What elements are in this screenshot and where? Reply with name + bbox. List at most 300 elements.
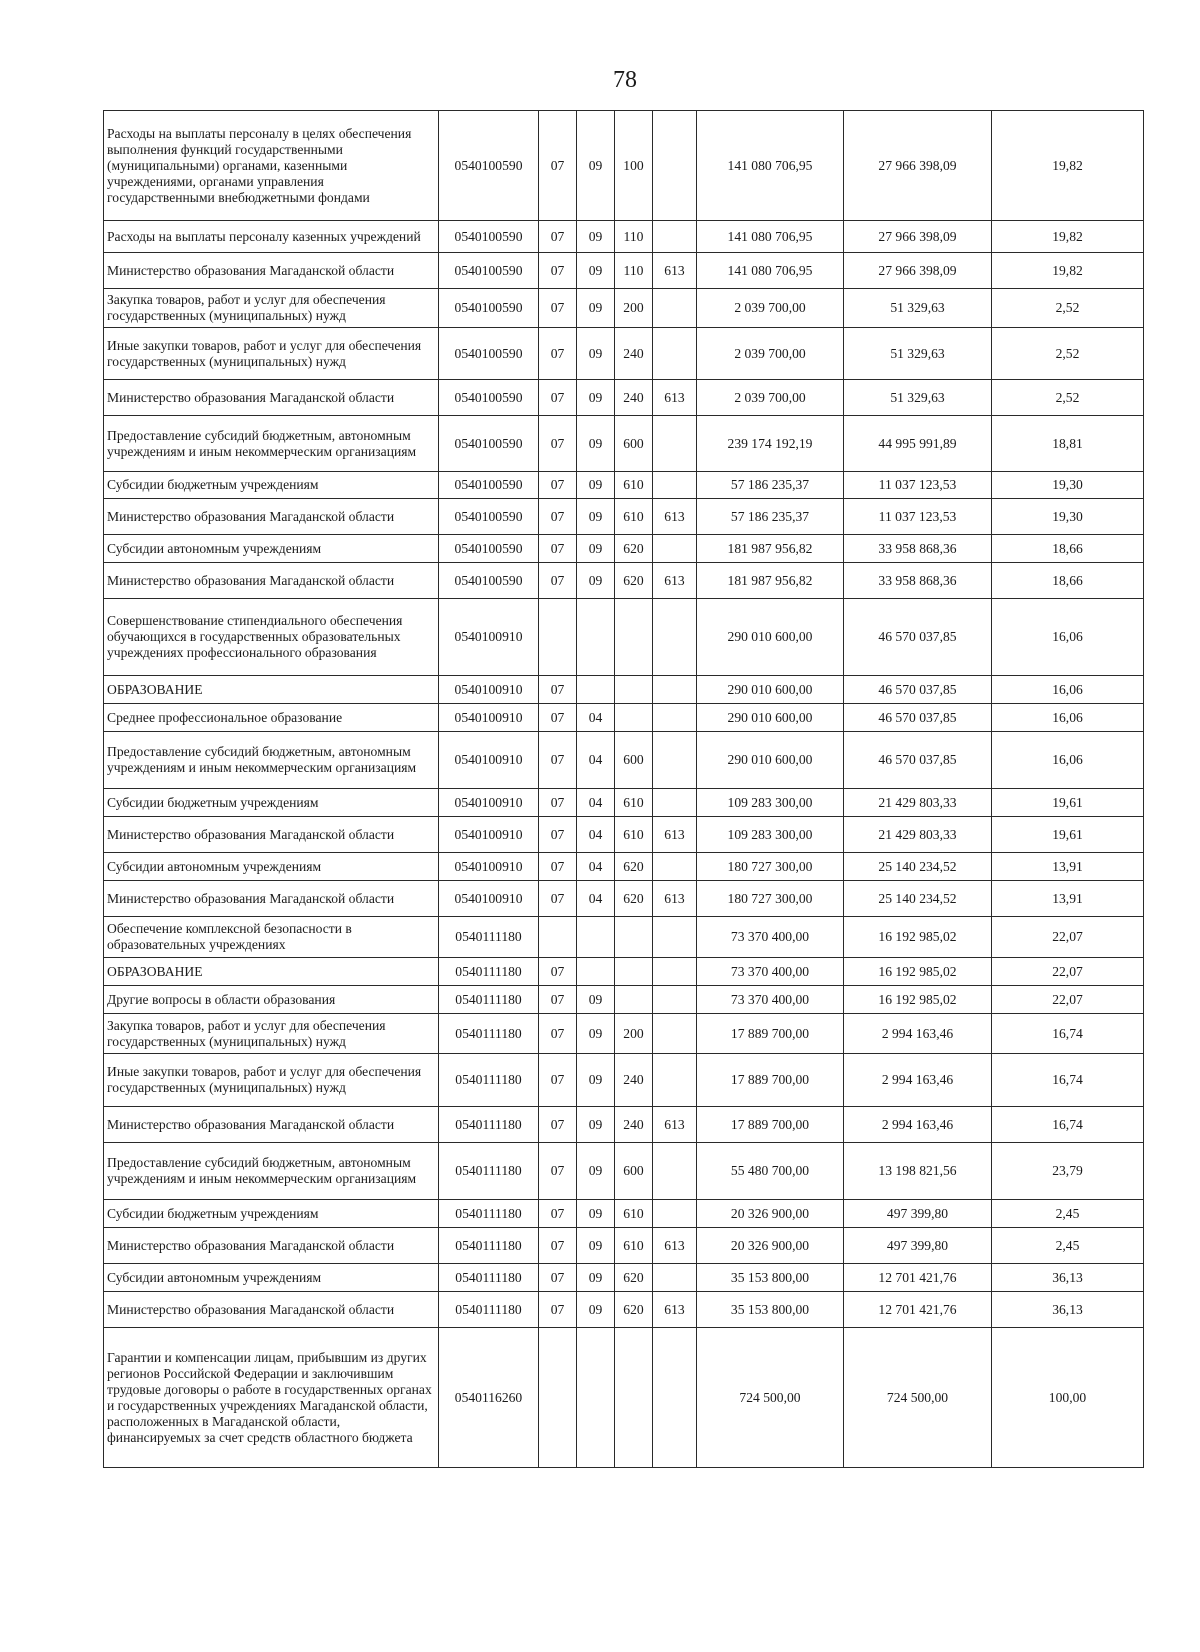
administrator-code: [653, 111, 697, 221]
execution-percent: 19,61: [992, 817, 1144, 853]
execution-percent: 19,30: [992, 472, 1144, 499]
target-article-code: 0540100590: [439, 416, 539, 472]
administrator-code: [653, 986, 697, 1014]
row-name: Министерство образования Магаданской области: [104, 817, 439, 853]
row-name: Министерство образования Магаданской области: [104, 253, 439, 289]
section-code: 07: [539, 1014, 577, 1054]
section-code: 07: [539, 111, 577, 221]
target-article-code: 0540100910: [439, 599, 539, 676]
section-code: 07: [539, 221, 577, 253]
planned-amount: 180 727 300,00: [697, 881, 844, 917]
table-row: [104, 789, 1144, 817]
section-code: [539, 1328, 577, 1468]
target-article-code: 0540100590: [439, 472, 539, 499]
planned-amount: 724 500,00: [697, 1328, 844, 1468]
subsection-code: 09: [577, 1143, 615, 1200]
row-name: Министерство образования Магаданской области: [104, 380, 439, 416]
actual-amount: 13 198 821,56: [844, 1143, 992, 1200]
row-name: Иные закупки товаров, работ и услуг для обеспечения государственных (муниципальных) нужд: [104, 1054, 439, 1107]
administrator-code: 613: [653, 253, 697, 289]
actual-amount: 25 140 234,52: [844, 853, 992, 881]
administrator-code: [653, 1200, 697, 1228]
target-article-code: 0540111180: [439, 1107, 539, 1143]
planned-amount: 73 370 400,00: [697, 958, 844, 986]
section-code: 07: [539, 416, 577, 472]
expense-type-code: 610: [615, 789, 653, 817]
administrator-code: [653, 704, 697, 732]
actual-amount: 44 995 991,89: [844, 416, 992, 472]
actual-amount: 21 429 803,33: [844, 789, 992, 817]
expense-type-code: [615, 1328, 653, 1468]
expense-type-code: 100: [615, 111, 653, 221]
actual-amount: 2 994 163,46: [844, 1054, 992, 1107]
subsection-code: 09: [577, 472, 615, 499]
table-row: [104, 817, 1144, 853]
subsection-code: 09: [577, 1292, 615, 1328]
row-name: Субсидии автономным учреждениям: [104, 535, 439, 563]
row-name: Обеспечение комплексной безопасности в образовательных учреждениях: [104, 917, 439, 958]
planned-amount: 57 186 235,37: [697, 499, 844, 535]
execution-percent: 19,61: [992, 789, 1144, 817]
administrator-code: [653, 1143, 697, 1200]
expense-type-code: 110: [615, 221, 653, 253]
row-name: Субсидии бюджетным учреждениям: [104, 472, 439, 499]
table-row: [104, 328, 1144, 380]
administrator-code: [653, 599, 697, 676]
actual-amount: 16 192 985,02: [844, 958, 992, 986]
row-name: Министерство образования Магаданской области: [104, 1228, 439, 1264]
actual-amount: 497 399,80: [844, 1200, 992, 1228]
table-row: [104, 1228, 1144, 1264]
section-code: 07: [539, 881, 577, 917]
section-code: 07: [539, 986, 577, 1014]
subsection-code: 09: [577, 1054, 615, 1107]
actual-amount: 16 192 985,02: [844, 917, 992, 958]
actual-amount: 46 570 037,85: [844, 676, 992, 704]
expense-type-code: [615, 986, 653, 1014]
administrator-code: [653, 472, 697, 499]
expense-type-code: [615, 917, 653, 958]
execution-percent: 22,07: [992, 917, 1144, 958]
section-code: 07: [539, 704, 577, 732]
table-row: [104, 416, 1144, 472]
execution-percent: 16,06: [992, 599, 1144, 676]
table-row: [104, 535, 1144, 563]
section-code: 07: [539, 380, 577, 416]
target-article-code: 0540100590: [439, 499, 539, 535]
table-row: [104, 111, 1144, 221]
administrator-code: [653, 676, 697, 704]
section-code: 07: [539, 676, 577, 704]
section-code: 07: [539, 1143, 577, 1200]
section-code: [539, 599, 577, 676]
execution-percent: 2,52: [992, 380, 1144, 416]
execution-percent: 19,82: [992, 221, 1144, 253]
row-name: Иные закупки товаров, работ и услуг для обеспечения государственных (муниципальных) нужд: [104, 328, 439, 380]
subsection-code: 09: [577, 289, 615, 328]
planned-amount: 55 480 700,00: [697, 1143, 844, 1200]
expense-type-code: 620: [615, 881, 653, 917]
target-article-code: 0540100590: [439, 328, 539, 380]
planned-amount: 290 010 600,00: [697, 732, 844, 789]
expense-type-code: 600: [615, 732, 653, 789]
planned-amount: 290 010 600,00: [697, 704, 844, 732]
row-name: Министерство образования Магаданской области: [104, 563, 439, 599]
section-code: 07: [539, 1054, 577, 1107]
actual-amount: 2 994 163,46: [844, 1107, 992, 1143]
section-code: 07: [539, 499, 577, 535]
subsection-code: [577, 676, 615, 704]
section-code: 07: [539, 328, 577, 380]
table-row: [104, 704, 1144, 732]
subsection-code: 09: [577, 111, 615, 221]
target-article-code: 0540100590: [439, 380, 539, 416]
administrator-code: [653, 732, 697, 789]
subsection-code: 04: [577, 817, 615, 853]
section-code: 07: [539, 958, 577, 986]
section-code: 07: [539, 789, 577, 817]
execution-percent: 19,30: [992, 499, 1144, 535]
table-row: [104, 1107, 1144, 1143]
table-row: [104, 289, 1144, 328]
subsection-code: [577, 958, 615, 986]
administrator-code: [653, 1328, 697, 1468]
actual-amount: 11 037 123,53: [844, 472, 992, 499]
target-article-code: 0540111180: [439, 986, 539, 1014]
expense-type-code: 610: [615, 472, 653, 499]
expense-type-code: 610: [615, 499, 653, 535]
actual-amount: 46 570 037,85: [844, 732, 992, 789]
row-name: Министерство образования Магаданской области: [104, 1292, 439, 1328]
administrator-code: [653, 789, 697, 817]
section-code: 07: [539, 535, 577, 563]
planned-amount: 181 987 956,82: [697, 535, 844, 563]
expense-type-code: [615, 958, 653, 986]
actual-amount: 27 966 398,09: [844, 221, 992, 253]
expense-type-code: 600: [615, 416, 653, 472]
row-name: Предоставление субсидий бюджетным, автономным учреждениям и иным некоммерческим организациям: [104, 416, 439, 472]
target-article-code: 0540100910: [439, 881, 539, 917]
table-row: [104, 499, 1144, 535]
expense-type-code: 240: [615, 1054, 653, 1107]
planned-amount: 2 039 700,00: [697, 289, 844, 328]
administrator-code: [653, 1264, 697, 1292]
subsection-code: 09: [577, 1200, 615, 1228]
expense-type-code: 240: [615, 380, 653, 416]
execution-percent: 2,45: [992, 1228, 1144, 1264]
execution-percent: 16,74: [992, 1107, 1144, 1143]
row-name: Министерство образования Магаданской области: [104, 1107, 439, 1143]
subsection-code: 04: [577, 881, 615, 917]
administrator-code: 613: [653, 1228, 697, 1264]
table-row: [104, 917, 1144, 958]
target-article-code: 0540111180: [439, 1264, 539, 1292]
table-row: [104, 221, 1144, 253]
administrator-code: [653, 958, 697, 986]
target-article-code: 0540111180: [439, 1143, 539, 1200]
row-name: Совершенствование стипендиального обеспечения обучающихся в государственных образовательных учреждениях профессионального образования: [104, 599, 439, 676]
target-article-code: 0540111180: [439, 1014, 539, 1054]
expense-type-code: 240: [615, 1107, 653, 1143]
execution-percent: 36,13: [992, 1264, 1144, 1292]
row-name: Закупка товаров, работ и услуг для обеспечения государственных (муниципальных) нужд: [104, 1014, 439, 1054]
expense-type-code: 620: [615, 1292, 653, 1328]
administrator-code: 613: [653, 881, 697, 917]
table-row: [104, 986, 1144, 1014]
execution-percent: 100,00: [992, 1328, 1144, 1468]
table-row: [104, 253, 1144, 289]
target-article-code: 0540116260: [439, 1328, 539, 1468]
section-code: 07: [539, 1107, 577, 1143]
subsection-code: 09: [577, 221, 615, 253]
administrator-code: [653, 289, 697, 328]
planned-amount: 2 039 700,00: [697, 328, 844, 380]
subsection-code: 09: [577, 535, 615, 563]
row-name: Субсидии автономным учреждениям: [104, 1264, 439, 1292]
section-code: 07: [539, 1228, 577, 1264]
execution-percent: 16,74: [992, 1054, 1144, 1107]
table-row: [104, 732, 1144, 789]
execution-percent: 13,91: [992, 881, 1144, 917]
target-article-code: 0540100590: [439, 563, 539, 599]
administrator-code: 613: [653, 499, 697, 535]
target-article-code: 0540100910: [439, 704, 539, 732]
expense-type-code: 620: [615, 535, 653, 563]
target-article-code: 0540100910: [439, 817, 539, 853]
table-row: [104, 853, 1144, 881]
row-name: ОБРАЗОВАНИЕ: [104, 676, 439, 704]
subsection-code: 09: [577, 563, 615, 599]
expense-type-code: [615, 704, 653, 732]
table-row: [104, 881, 1144, 917]
table-row: [104, 1054, 1144, 1107]
subsection-code: [577, 599, 615, 676]
target-article-code: 0540100910: [439, 732, 539, 789]
section-code: 07: [539, 1264, 577, 1292]
administrator-code: [653, 1014, 697, 1054]
execution-percent: 22,07: [992, 958, 1144, 986]
execution-percent: 19,82: [992, 111, 1144, 221]
table-row: [104, 599, 1144, 676]
section-code: 07: [539, 563, 577, 599]
target-article-code: 0540100910: [439, 853, 539, 881]
expense-type-code: 620: [615, 1264, 653, 1292]
target-article-code: 0540111180: [439, 1228, 539, 1264]
row-name: ОБРАЗОВАНИЕ: [104, 958, 439, 986]
actual-amount: 12 701 421,76: [844, 1264, 992, 1292]
expense-type-code: 610: [615, 817, 653, 853]
planned-amount: 141 080 706,95: [697, 253, 844, 289]
target-article-code: 0540100910: [439, 676, 539, 704]
administrator-code: [653, 328, 697, 380]
administrator-code: [653, 221, 697, 253]
table-row: [104, 676, 1144, 704]
row-name: Расходы на выплаты персоналу в целях обеспечения выполнения функций государственными (муниципальными) органами, казенными учреждениями, органами управления государственными внебюджетными фондами: [104, 111, 439, 221]
planned-amount: 57 186 235,37: [697, 472, 844, 499]
row-name: Министерство образования Магаданской области: [104, 499, 439, 535]
subsection-code: 09: [577, 380, 615, 416]
execution-percent: 16,74: [992, 1014, 1144, 1054]
target-article-code: 0540100590: [439, 111, 539, 221]
expense-type-code: 200: [615, 1014, 653, 1054]
planned-amount: 35 153 800,00: [697, 1292, 844, 1328]
actual-amount: 46 570 037,85: [844, 599, 992, 676]
planned-amount: 290 010 600,00: [697, 676, 844, 704]
subsection-code: [577, 1328, 615, 1468]
actual-amount: 16 192 985,02: [844, 986, 992, 1014]
row-name: Закупка товаров, работ и услуг для обеспечения государственных (муниципальных) нужд: [104, 289, 439, 328]
administrator-code: 613: [653, 1107, 697, 1143]
table-row: [104, 958, 1144, 986]
section-code: 07: [539, 817, 577, 853]
subsection-code: 09: [577, 499, 615, 535]
execution-percent: 18,81: [992, 416, 1144, 472]
execution-percent: 2,52: [992, 289, 1144, 328]
target-article-code: 0540100590: [439, 221, 539, 253]
execution-percent: 16,06: [992, 676, 1144, 704]
section-code: 07: [539, 253, 577, 289]
administrator-code: 613: [653, 563, 697, 599]
subsection-code: 09: [577, 328, 615, 380]
execution-percent: 18,66: [992, 563, 1144, 599]
actual-amount: 11 037 123,53: [844, 499, 992, 535]
planned-amount: 17 889 700,00: [697, 1014, 844, 1054]
planned-amount: 290 010 600,00: [697, 599, 844, 676]
administrator-code: 613: [653, 817, 697, 853]
subsection-code: 09: [577, 1228, 615, 1264]
subsection-code: 04: [577, 853, 615, 881]
administrator-code: [653, 917, 697, 958]
execution-percent: 18,66: [992, 535, 1144, 563]
execution-percent: 22,07: [992, 986, 1144, 1014]
expense-type-code: 200: [615, 289, 653, 328]
planned-amount: 141 080 706,95: [697, 111, 844, 221]
table-row: [104, 1292, 1144, 1328]
planned-amount: 109 283 300,00: [697, 789, 844, 817]
expense-type-code: 620: [615, 563, 653, 599]
actual-amount: 33 958 868,36: [844, 535, 992, 563]
section-code: 07: [539, 472, 577, 499]
target-article-code: 0540111180: [439, 958, 539, 986]
execution-percent: 16,06: [992, 704, 1144, 732]
actual-amount: 2 994 163,46: [844, 1014, 992, 1054]
planned-amount: 17 889 700,00: [697, 1107, 844, 1143]
row-name: Министерство образования Магаданской области: [104, 881, 439, 917]
planned-amount: 239 174 192,19: [697, 416, 844, 472]
subsection-code: 09: [577, 1014, 615, 1054]
table-row: [104, 1014, 1144, 1054]
target-article-code: 0540111180: [439, 1200, 539, 1228]
execution-percent: 23,79: [992, 1143, 1144, 1200]
subsection-code: 04: [577, 704, 615, 732]
row-name: Расходы на выплаты персоналу казенных учреждений: [104, 221, 439, 253]
planned-amount: 181 987 956,82: [697, 563, 844, 599]
planned-amount: 35 153 800,00: [697, 1264, 844, 1292]
row-name: Предоставление субсидий бюджетным, автономным учреждениям и иным некоммерческим организациям: [104, 732, 439, 789]
planned-amount: 20 326 900,00: [697, 1200, 844, 1228]
target-article-code: 0540100910: [439, 789, 539, 817]
expense-type-code: 610: [615, 1200, 653, 1228]
actual-amount: 724 500,00: [844, 1328, 992, 1468]
planned-amount: 180 727 300,00: [697, 853, 844, 881]
execution-percent: 13,91: [992, 853, 1144, 881]
expense-type-code: 610: [615, 1228, 653, 1264]
row-name: Субсидии автономным учреждениям: [104, 853, 439, 881]
table-row: [104, 472, 1144, 499]
subsection-code: 04: [577, 789, 615, 817]
actual-amount: 51 329,63: [844, 289, 992, 328]
expense-type-code: 620: [615, 853, 653, 881]
actual-amount: 25 140 234,52: [844, 881, 992, 917]
planned-amount: 73 370 400,00: [697, 917, 844, 958]
actual-amount: 27 966 398,09: [844, 111, 992, 221]
actual-amount: 51 329,63: [844, 328, 992, 380]
target-article-code: 0540100590: [439, 535, 539, 563]
row-name: Предоставление субсидий бюджетным, автономным учреждениям и иным некоммерческим организациям: [104, 1143, 439, 1200]
execution-percent: 19,82: [992, 253, 1144, 289]
subsection-code: 09: [577, 1264, 615, 1292]
target-article-code: 0540111180: [439, 1054, 539, 1107]
subsection-code: 09: [577, 986, 615, 1014]
actual-amount: 51 329,63: [844, 380, 992, 416]
subsection-code: 04: [577, 732, 615, 789]
execution-percent: 2,52: [992, 328, 1144, 380]
target-article-code: 0540100590: [439, 253, 539, 289]
actual-amount: 27 966 398,09: [844, 253, 992, 289]
planned-amount: 2 039 700,00: [697, 380, 844, 416]
execution-percent: 36,13: [992, 1292, 1144, 1328]
row-name: Другие вопросы в области образования: [104, 986, 439, 1014]
budget-table: [103, 110, 1144, 1468]
budget-table-body: [104, 111, 1144, 1468]
administrator-code: [653, 535, 697, 563]
planned-amount: 109 283 300,00: [697, 817, 844, 853]
administrator-code: 613: [653, 380, 697, 416]
planned-amount: 73 370 400,00: [697, 986, 844, 1014]
section-code: [539, 917, 577, 958]
expense-type-code: 240: [615, 328, 653, 380]
section-code: 07: [539, 1292, 577, 1328]
expense-type-code: 600: [615, 1143, 653, 1200]
table-row: [104, 380, 1144, 416]
table-row: [104, 1264, 1144, 1292]
planned-amount: 20 326 900,00: [697, 1228, 844, 1264]
execution-percent: 2,45: [992, 1200, 1144, 1228]
target-article-code: 0540111180: [439, 917, 539, 958]
row-name: Среднее профессиональное образование: [104, 704, 439, 732]
table-row: [104, 563, 1144, 599]
subsection-code: 09: [577, 253, 615, 289]
subsection-code: 09: [577, 416, 615, 472]
table-row: [104, 1143, 1144, 1200]
execution-percent: 16,06: [992, 732, 1144, 789]
target-article-code: 0540100590: [439, 289, 539, 328]
target-article-code: 0540111180: [439, 1292, 539, 1328]
expense-type-code: [615, 676, 653, 704]
subsection-code: 09: [577, 1107, 615, 1143]
section-code: 07: [539, 732, 577, 789]
expense-type-code: [615, 599, 653, 676]
row-name: Гарантии и компенсации лицам, прибывшим из других регионов Российской Федерации и заключившим трудовые договоры о работе в государственных органах и государственных учреждениях Магаданской области, расположенных в Магаданской области, финансируемых за счет средств областного бюджета: [104, 1328, 439, 1468]
administrator-code: [653, 416, 697, 472]
administrator-code: [653, 853, 697, 881]
table-row: [104, 1328, 1144, 1468]
administrator-code: 613: [653, 1292, 697, 1328]
actual-amount: 46 570 037,85: [844, 704, 992, 732]
section-code: 07: [539, 1200, 577, 1228]
actual-amount: 33 958 868,36: [844, 563, 992, 599]
row-name: Субсидии бюджетным учреждениям: [104, 789, 439, 817]
